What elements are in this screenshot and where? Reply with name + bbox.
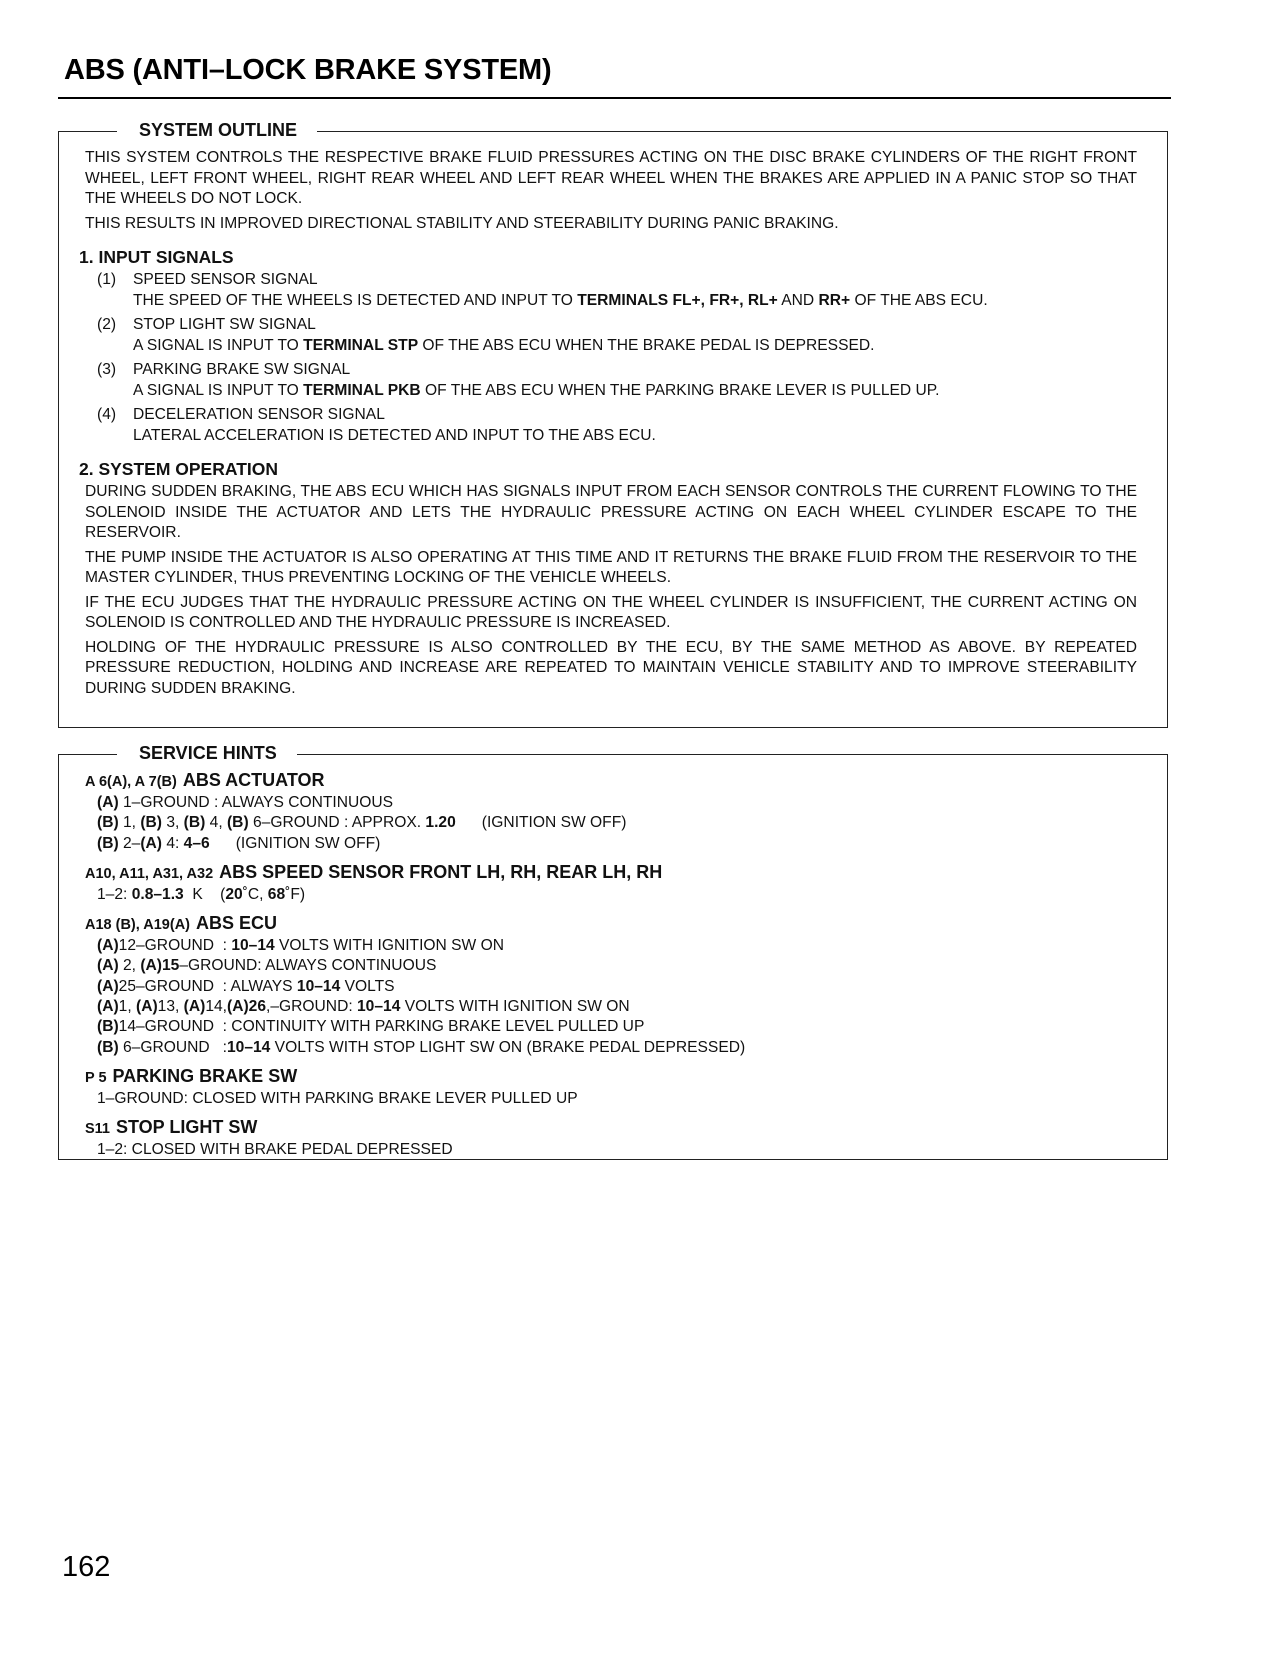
- item-number: (4): [97, 406, 117, 423]
- item-name: STOP LIGHT SW SIGNAL: [133, 316, 316, 333]
- hint-line: (A) 1–GROUND : ALWAYS CONTINUOUS: [97, 794, 394, 811]
- hint-heading-parking-brake: P 5 PARKING BRAKE SW: [85, 1065, 298, 1086]
- hint-line: 1–2: 0.8–1.3 K (20˚C, 68˚F): [97, 885, 306, 903]
- item-number: (3): [97, 361, 117, 378]
- item-number: (2): [97, 316, 117, 333]
- service-hints-content: [85, 769, 1137, 1161]
- input-signal-item: [97, 315, 1137, 356]
- outline-intro-paragraph: THIS SYSTEM CONTROLS THE RESPECTIVE BRAKE FLUID PRESSURES ACTING ON THE DISC BRAKE CYLINDERS OF THE RIGHT FRONT WHEEL, LEFT FRONT WHEEL, RIGHT REAR WHEEL AND LEFT REAR WHEEL WHEN THE BRAKES ARE APPLIED IN A PANIC STOP SO THAT THE WHEELS DO NOT LOCK.: [85, 149, 1137, 207]
- item-number: (1): [97, 271, 117, 288]
- hint-line: (A)25–GROUND : ALWAYS 10–14 VOLTS: [97, 977, 395, 995]
- hint-heading-stop-light: S11 STOP LIGHT SW: [85, 1117, 258, 1138]
- page-title: ABS (ANTI–LOCK BRAKE SYSTEM): [64, 54, 552, 86]
- input-signals-heading: 1. INPUT SIGNALS: [79, 247, 234, 267]
- hint-line: (B)14–GROUND : CONTINUITY WITH PARKING BRAKE LEVEL PULLED UP: [97, 1018, 645, 1036]
- hint-line: 1–2: CLOSED WITH BRAKE PEDAL DEPRESSED: [97, 1141, 453, 1159]
- hint-line: (A) 2, (A)15–GROUND: ALWAYS CONTINUOUS: [97, 957, 437, 975]
- input-signal-item: [97, 405, 1137, 446]
- item-name: PARKING BRAKE SW SIGNAL: [133, 361, 351, 378]
- hint-line: (B) 1, (B) 3, (B) 4, (B) 6–GROUND : APPROX. 1.20 (IGNITION SW OFF): [97, 814, 627, 832]
- service-hints-box: [58, 743, 1168, 1160]
- hint-line: (A)12–GROUND : 10–14 VOLTS WITH IGNITION SW ON: [97, 937, 504, 955]
- operation-paragraph: HOLDING OF THE HYDRAULIC PRESSURE IS ALSO CONTROLLED BY THE ECU, BY THE SAME METHOD AS ABOVE. BY REPEATED PRESSURE REDUCTION, HOLDING AND INCREASE ARE REPEATED TO MAINTAIN VEHICLE STABILITY AND TO IMPROVE STEERABILITY DURING SUDDEN BRAKING.: [85, 638, 1137, 697]
- item-description: A SIGNAL IS INPUT TO TERMINAL STP OF THE ABS ECU WHEN THE BRAKE PEDAL IS DEPRESSED.: [133, 336, 875, 354]
- operation-paragraph: DURING SUDDEN BRAKING, THE ABS ECU WHICH HAS SIGNALS INPUT FROM EACH SENSOR CONTROLS THE CURRENT FLOWING TO THE SOLENOID INSIDE THE ACTUATOR AND LETS THE HYDRAULIC PRESSURE ACTING ON EACH WHEEL CYLINDER ESCAPE TO THE RESERVOIR.: [85, 483, 1137, 541]
- hint-heading-speed-sensor: A10, A11, A31, A32 ABS SPEED SENSOR FRONT LH, RH, REAR LH, RH: [85, 861, 663, 882]
- hint-line: (B) 6–GROUND :10–14 VOLTS WITH STOP LIGHT SW ON (BRAKE PEDAL DEPRESSED): [97, 1038, 746, 1056]
- item-name: SPEED SENSOR SIGNAL: [133, 271, 318, 288]
- operation-paragraph: IF THE ECU JUDGES THAT THE HYDRAULIC PRESSURE ACTING ON THE WHEEL CYLINDER IS INSUFFICIENT, THE CURRENT ACTING ON SOLENOID IS CONTROLLED AND THE HYDRAULIC PRESSURE IS INCREASED.: [85, 593, 1137, 631]
- hint-line: (A)1, (A)13, (A)14,(A)26,–GROUND: 10–14 VOLTS WITH IGNITION SW ON: [97, 998, 630, 1016]
- system-outline-label: SYSTEM OUTLINE: [117, 119, 317, 141]
- hint-heading-abs-ecu: A18 (B), A19(A) ABS ECU: [85, 913, 278, 934]
- system-outline-box: [58, 120, 1168, 728]
- operation-paragraph: THE PUMP INSIDE THE ACTUATOR IS ALSO OPERATING AT THIS TIME AND IT RETURNS THE BRAKE FLUID FROM THE RESERVOIR TO THE MASTER CYLINDER, THUS PREVENTING LOCKING OF THE VEHICLE WHEELS.: [85, 548, 1137, 586]
- outline-intro-paragraph: THIS RESULTS IN IMPROVED DIRECTIONAL STABILITY AND STEERABILITY DURING PANIC BRAKING.: [85, 214, 839, 232]
- title-rule: [58, 97, 1171, 99]
- page-number: 162: [62, 1551, 111, 1583]
- system-outline-content: [79, 148, 1137, 703]
- hint-line: (B) 2–(A) 4: 4–6 (IGNITION SW OFF): [97, 834, 381, 852]
- item-description: LATERAL ACCELERATION IS DETECTED AND INPUT TO THE ABS ECU.: [133, 426, 656, 444]
- hint-heading-abs-actuator: A 6(A), A 7(B) ABS ACTUATOR: [85, 770, 325, 790]
- system-operation-heading: 2. SYSTEM OPERATION: [79, 459, 279, 479]
- item-name: DECELERATION SENSOR SIGNAL: [133, 406, 385, 423]
- input-signal-item: [97, 360, 1137, 401]
- item-description: THE SPEED OF THE WHEELS IS DETECTED AND INPUT TO TERMINALS FL+, FR+, RL+ AND RR+ OF THE ABS ECU.: [133, 291, 988, 309]
- input-signal-item: [97, 270, 1137, 311]
- hint-line: 1–GROUND: CLOSED WITH PARKING BRAKE LEVER PULLED UP: [97, 1089, 578, 1107]
- item-description: A SIGNAL IS INPUT TO TERMINAL PKB OF THE ABS ECU WHEN THE PARKING BRAKE LEVER IS PULLED UP.: [133, 381, 940, 399]
- service-hints-label: SERVICE HINTS: [117, 742, 297, 764]
